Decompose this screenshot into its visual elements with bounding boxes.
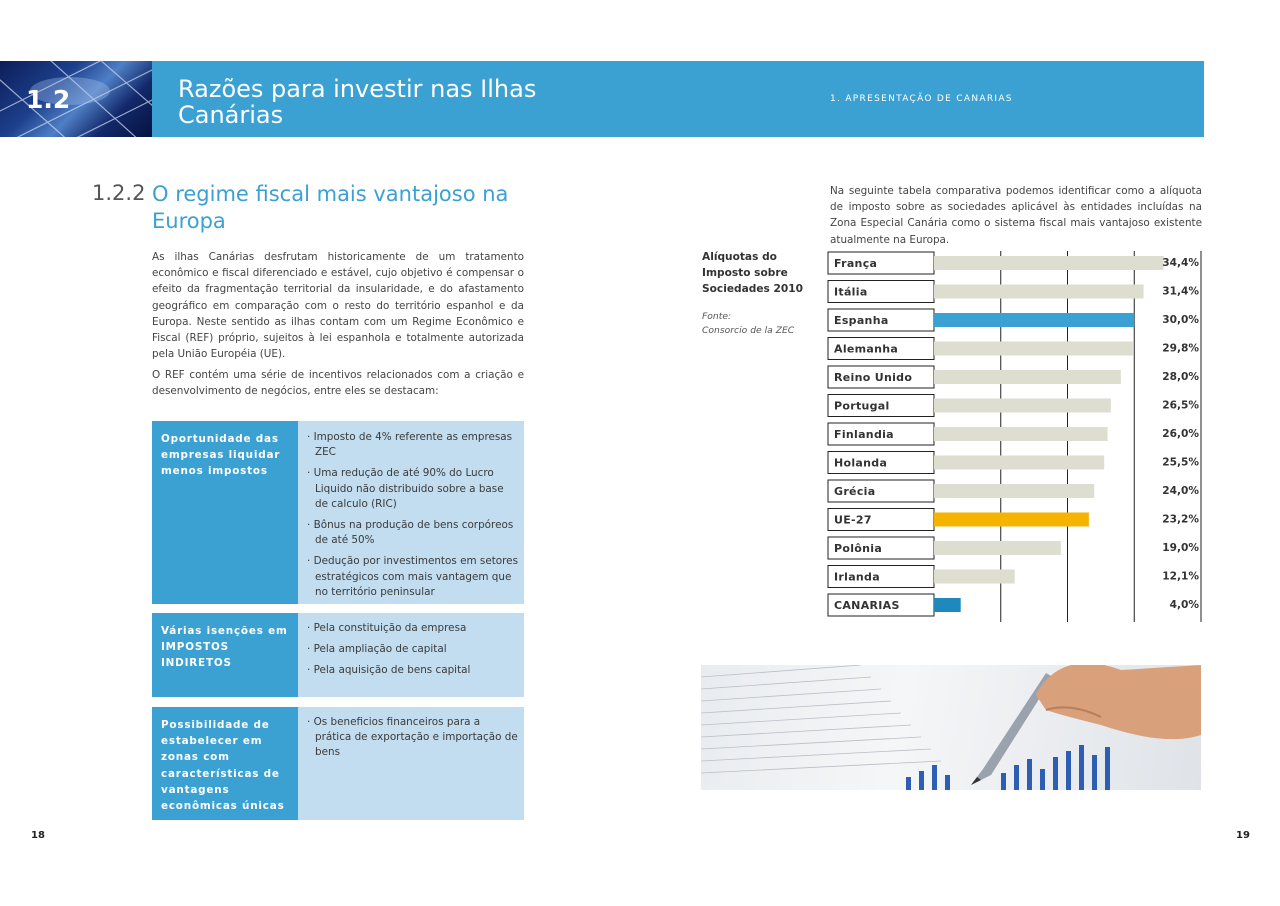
chart-category-label: França [834, 257, 878, 270]
benefit-heading-panel [152, 707, 298, 820]
solar-panel-image [0, 61, 152, 137]
page-number-right: 19 [1236, 830, 1250, 841]
chapter-label: 1. APRESENTAÇÃO DE CANARIAS [830, 94, 1013, 104]
chart-category-label: Espanha [834, 314, 889, 327]
section-number-badge: 1.2 [26, 85, 71, 114]
chart-bar [934, 256, 1164, 270]
chart-bar [934, 570, 1015, 584]
subsection-title: O regime fiscal mais vantajoso na Europa [152, 182, 509, 233]
chart-value-label: 31,4% [1162, 285, 1199, 298]
chart-category-label: Itália [834, 285, 868, 299]
chart-category-label: Grécia [834, 485, 876, 498]
chart-value-label: 26,5% [1162, 399, 1199, 412]
chart-bar [934, 342, 1133, 356]
benefit-heading-panel [152, 421, 298, 604]
chart-bar [934, 456, 1104, 470]
list-item: · Dedução por investimentos em setores estratégicos com mais vantagem que no território peninsular [307, 555, 518, 598]
tax-rate-bar-chart [820, 246, 1204, 626]
chart-bar [934, 598, 961, 612]
list-item: · Bônus na produção de bens corpóreos de até 50% [307, 519, 514, 547]
chart-value-label: 29,8% [1162, 342, 1199, 355]
benefit-heading-panel [152, 613, 298, 697]
pen-chart-illustration [701, 665, 1201, 790]
chart-bar [934, 513, 1089, 527]
chart-source-label: Fonte: [702, 311, 732, 322]
benefit-heading: Várias isenções em IMPOSTOS INDIRETOS [161, 625, 288, 670]
header-band [0, 61, 1204, 137]
benefit-heading: Possibilidade de estabelecer em zonas com características de vantagens econômicas únicas [161, 719, 285, 813]
body-paragraph-1: As ilhas Canárias desfrutam historicamente de um tratamento econômico e fiscal diferenciado e estável, cujo objetivo é compensar o efeito da fragmentação territorial da insularidade, e do afastamento geográfico em comparação com o resto do território espanhol e da Europa. Neste sentido as ilhas contam com um Regime Econômico e Fiscal (REF) próprio, sujeitos à lei espanhola e totalmente autorizada pela União Européia (UE). [152, 251, 524, 361]
chart-value-label: 19,0% [1162, 542, 1199, 554]
chart-value-label: 28,0% [1162, 371, 1199, 383]
chart-value-label: 30,0% [1162, 314, 1199, 326]
chart-category-label: UE-27 [834, 513, 872, 527]
chart-category-label: Holanda [834, 456, 888, 470]
list-item: · Pela ampliação de capital [307, 643, 447, 656]
chart-title: Alíquotas do Imposto sobre Sociedades 2010 [702, 251, 803, 295]
chart-bar [934, 313, 1134, 327]
list-item: · Os beneficios financeiros para a prática de exportação e importação de bens [307, 716, 518, 759]
page-title: Razões para investir nas Ilhas Canárias [178, 75, 537, 129]
subsection-number: 1.2.2 [92, 181, 146, 205]
chart-value-label: 23,2% [1162, 513, 1199, 526]
chart-value-label: 25,5% [1162, 456, 1199, 469]
page-number-left: 18 [31, 830, 45, 841]
benefit-list [307, 430, 519, 606]
pen-chart-photo [701, 665, 1201, 790]
chart-bar [934, 285, 1144, 299]
chart-bar [934, 541, 1061, 555]
chart-category-label: Irlanda [834, 570, 880, 584]
list-item: · Imposto de 4% referente as empresas ZEC [307, 431, 513, 459]
chart-bar [934, 427, 1108, 441]
chart-source [702, 310, 822, 338]
benefit-box-2 [152, 613, 524, 697]
list-item: · Pela constituição da empresa [307, 622, 467, 634]
chart-value-label: 12,1% [1162, 570, 1199, 583]
chart-value-label: 24,0% [1162, 485, 1199, 497]
solar-grid-graphic [0, 61, 152, 137]
chart-value-label: 4,0% [1169, 599, 1199, 611]
chart-bar [934, 370, 1121, 384]
chart-value-label: 26,0% [1162, 428, 1199, 440]
chart-source-name: Consorcio de la ZEC [702, 325, 795, 336]
chart-bar [934, 399, 1111, 413]
list-item: · Pela aquisição de bens capital [307, 664, 471, 677]
chart-category-label: Reino Unido [834, 371, 913, 384]
benefit-box-3 [152, 707, 524, 820]
chart-category-label: Portugal [834, 399, 890, 413]
benefit-heading: Oportunidade das empresas liquidar menos impostos [161, 433, 281, 478]
benefit-box-1 [152, 421, 524, 604]
chart-bar [934, 484, 1094, 498]
list-item: · Uma redução de até 90% do Lucro Liquido não distribuido sobre a base de calculo (RIC) [307, 467, 504, 510]
chart-category-label: CANARIAS [834, 599, 900, 612]
benefit-list [307, 715, 519, 767]
intro-paragraph: Na seguinte tabela comparativa podemos identificar como a alíquota de imposto sobre as sociedades aplicável às entidades incluídas na Zona Especial Canária como o sistema fiscal mais vantajoso existente atualmente na Europa. [830, 185, 1202, 246]
chart-category-label: Polônia [834, 542, 883, 555]
chart-category-label: Finlandia [834, 428, 894, 441]
body-paragraph-2: O REF contém uma série de incentivos relacionados com a criação e desenvolvimento de negócios, entre eles se destacam: [152, 369, 524, 398]
benefit-list [307, 621, 519, 685]
chart-category-label: Alemanha [834, 342, 899, 356]
chart-value-label: 34,4% [1162, 257, 1199, 269]
